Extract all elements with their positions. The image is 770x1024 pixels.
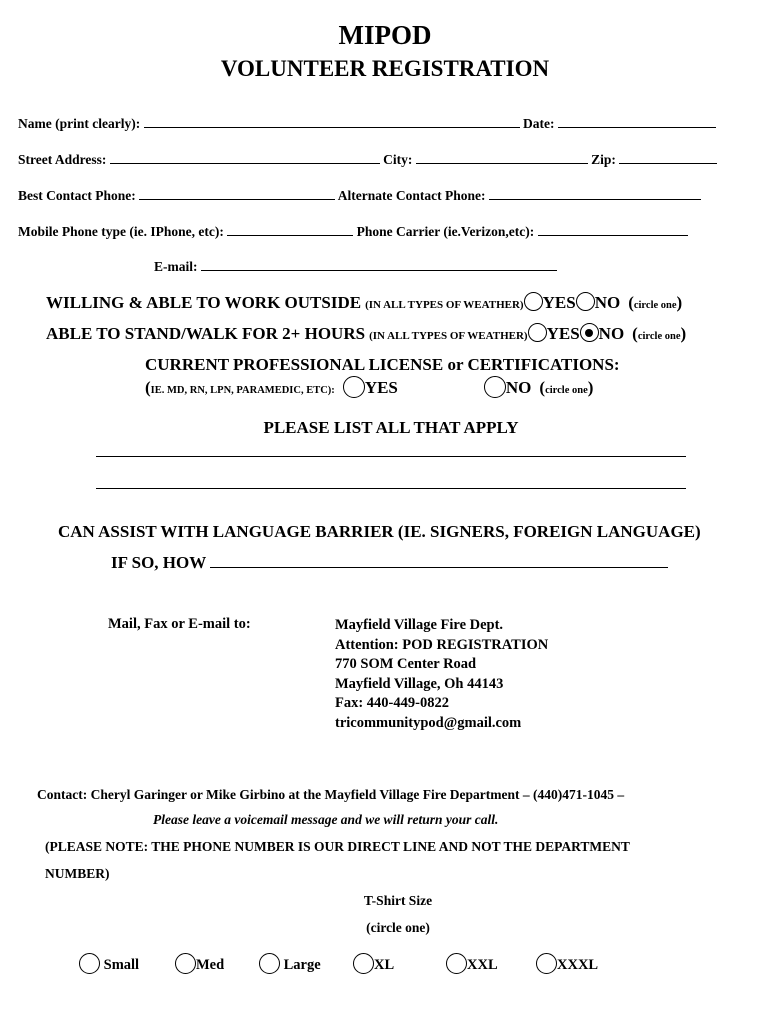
outside-question [46,292,682,313]
size-med-circle[interactable] [175,953,196,974]
carrier-field[interactable] [538,223,688,236]
outside-yes-label: YES [542,293,576,312]
license-paren-open: ( [145,378,151,397]
street-label: Street Address: [18,152,107,167]
license-row [145,376,593,398]
page-title: MIPOD [338,20,432,50]
email-label: E-mail: [154,259,198,274]
license-paren-open-2: ( [539,378,546,397]
best-phone-label: Best Contact Phone: [18,188,136,203]
date-label: Date: [522,116,555,131]
stand-yes-label: YES [546,324,580,343]
size-xxl-label: XXL [467,957,498,973]
outside-paren-open: ( [628,293,634,312]
outside-paren-close: ) [676,293,683,312]
license-no-circle[interactable] [484,376,506,398]
size-xl-label: XL [374,957,395,973]
stand-question [46,323,686,344]
stand-paren-open: ( [632,324,638,343]
voicemail-note: Please leave a voicemail message and we will return your call. [153,812,499,827]
phone-row [18,187,701,204]
license-no-label: NO [505,378,532,397]
language-label: CAN ASSIST WITH LANGUAGE BARRIER (IE. SIGNERS, FOREIGN LANGUAGE) [58,522,701,541]
mail-address [335,616,548,733]
size-small-label: Small [103,957,140,973]
phone-note-line2: NUMBER) [45,866,110,881]
outside-label: WILLING & ABLE TO WORK OUTSIDE [46,293,362,312]
outside-no-circle[interactable] [576,292,595,311]
phone-note-line1: (PLEASE NOTE: THE PHONE NUMBER IS OUR DIRECT LINE AND NOT THE DEPARTMENT [45,839,630,854]
outside-circle-one: circle one [633,300,677,311]
mobile-type-field[interactable] [227,223,353,236]
list-line-2[interactable] [96,476,686,489]
size-large-circle[interactable] [259,953,280,974]
size-small-circle[interactable] [79,953,100,974]
stand-no-label: NO [598,324,625,343]
address-email: tricommunitypod@gmail.com [335,714,522,731]
city-field[interactable] [416,151,588,164]
license-circle-one: circle one [545,385,588,396]
if-so-field[interactable] [210,553,668,568]
tshirt-size-large[interactable] [259,953,321,974]
stand-yes-circle[interactable] [528,323,547,342]
carrier-label: Phone Carrier (ie.Verizon,etc): [356,224,535,239]
tshirt-size-xl[interactable] [353,953,394,974]
mobile-row [18,223,688,240]
address-line: Mayfield Village Fire Dept. [335,617,504,633]
email-row [154,258,557,275]
tshirt-size-med[interactable] [175,953,224,974]
tshirt-size-small[interactable] [79,953,139,974]
size-large-label: Large [283,957,321,973]
stand-no-circle[interactable] [580,323,599,342]
email-field[interactable] [201,258,557,271]
size-xxxl-circle[interactable] [536,953,557,974]
outside-no-label: NO [594,293,621,312]
zip-label: Zip: [591,152,616,167]
outside-note: (IN ALL TYPES OF WEATHER) [365,299,524,311]
name-label: Name (print clearly): [18,116,141,131]
size-xxl-circle[interactable] [446,953,467,974]
license-paren-close: ) [587,378,594,397]
date-field[interactable] [558,115,716,128]
street-field[interactable] [110,151,380,164]
address-line: Fax: 440-449-0822 [335,695,449,711]
address-line: Mayfield Village, Oh 44143 [335,675,504,692]
tshirt-label: T-Shirt Size [363,893,433,908]
mail-label: Mail, Fax or E-mail to: [108,616,251,632]
address-line: 770 SOM Center Road [335,656,477,672]
list-label: PLEASE LIST ALL THAT APPLY [263,418,519,437]
size-med-label: Med [196,957,225,973]
size-xxxl-label: XXXL [557,957,599,973]
outside-yes-circle[interactable] [524,292,543,311]
stand-label: ABLE TO STAND/WALK FOR 2+ HOURS [46,324,366,343]
license-yes-circle[interactable] [343,376,365,398]
address-line: Attention: POD REGISTRATION [335,636,549,653]
alt-phone-label: Alternate Contact Phone: [337,188,486,203]
license-label: CURRENT PROFESSIONAL LICENSE or CERTIFICATIONS: [145,355,620,374]
zip-field[interactable] [619,151,717,164]
license-yes-label: YES [364,378,398,397]
name-row [18,115,716,132]
if-so-row [111,553,668,573]
list-line-1[interactable] [96,444,686,457]
if-so-label: IF SO, HOW [111,553,207,572]
alt-phone-field[interactable] [489,187,701,200]
page-subtitle: VOLUNTEER REGISTRATION [220,56,550,81]
stand-note: (IN ALL TYPES OF WEATHER) [369,330,528,342]
mobile-type-label: Mobile Phone type (ie. IPhone, etc): [18,224,224,239]
best-phone-field[interactable] [139,187,335,200]
city-label: City: [383,152,413,167]
tshirt-size-xxl[interactable] [446,953,498,974]
name-field[interactable] [144,115,520,128]
stand-circle-one: circle one [637,331,681,342]
license-note: IE. MD, RN, LPN, PARAMEDIC, ETC): [150,385,335,396]
tshirt-size-xxxl[interactable] [536,953,598,974]
size-xl-circle[interactable] [353,953,374,974]
tshirt-circle-one: (circle one) [366,920,430,935]
stand-paren-close: ) [680,324,687,343]
address-row [18,151,717,168]
contact-line: Contact: Cheryl Garinger or Mike Girbino at the Mayfield Village Fire Department – (440)471-1045 – [37,787,625,802]
